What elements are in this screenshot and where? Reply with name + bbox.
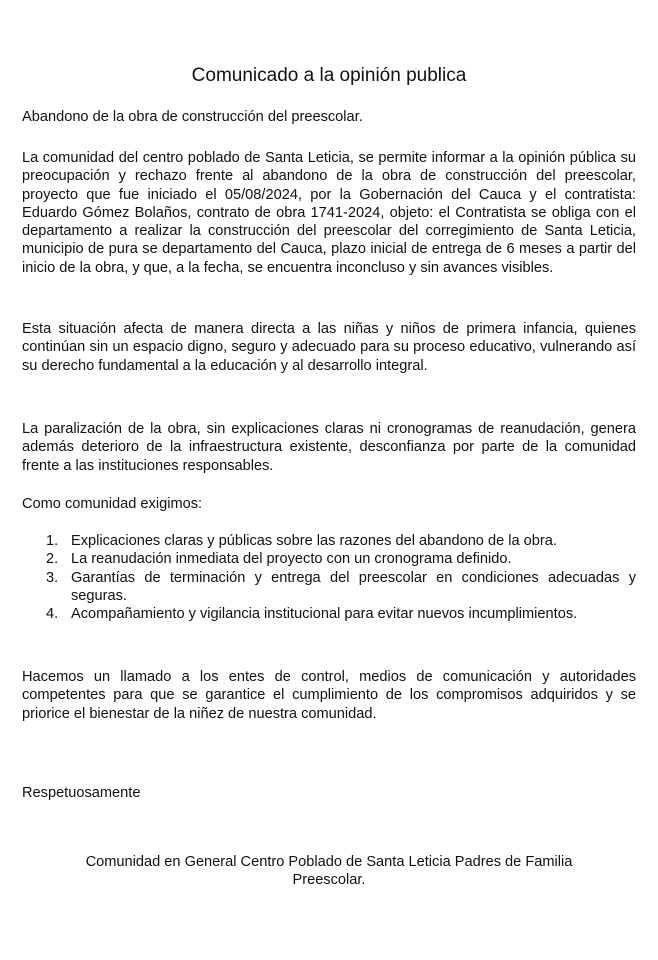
list-item-text: Explicaciones claras y públicas sobre las razones del abandono de la obra. (71, 533, 557, 549)
closing-salutation: Respetuosamente (22, 785, 141, 801)
paragraph-intro: La comunidad del centro poblado de Santa Leticia, se permite informar a la opinión pública su preocupación y rechazo frente al abandono de la obra de construcción del preescolar, proyecto que fue iniciado el 05/08/2024, por la Gobernación del Cauca y el contratista: Eduardo Gómez Bolaños, contrato de obra 1741-2024, objeto: el Contratista se obliga con el departamento a realizar la construcción del preescolar del corregimiento de Santa Leticia, municipio de pura se departamento del Cauca, plazo inicial de entrega de 6 meses a partir del inicio de la obra, y que, a la fecha, se encuentra inconcluso y sin avances visibles. (22, 150, 636, 276)
demands-list (46, 532, 636, 623)
document-subject: Abandono de la obra de construcción del preescolar. (22, 109, 363, 125)
list-item-number: 2. (46, 551, 59, 568)
signature-line-2: Preescolar. (292, 872, 366, 889)
signature-line-1: Comunidad en General Centro Poblado de Santa Leticia Padres de Familia (85, 854, 573, 870)
list-item-text: Acompañamiento y vigilancia institucional para evitar nuevos incumplimientos. (71, 606, 578, 623)
paragraph-impact: Esta situación afecta de manera directa a las niñas y niños de primera infancia, quienes continúan sin un espacio digno, seguro y adecuado para su proceso educativo, vulnerando así su derecho fundamental a la educación y al desarrollo integral. (22, 321, 636, 374)
list-item-number: 4. (46, 606, 59, 623)
list-item (46, 569, 636, 606)
list-item (46, 550, 636, 568)
paragraph-paralysis: La paralización de la obra, sin explicaciones claras ni cronogramas de reanudación, genera además deterioro de la infraestructura existente, desconfianza por parte de la comunidad frente a las instituciones responsables. (22, 421, 636, 474)
document-title: Comunicado a la opinión publica (191, 65, 467, 86)
paragraph-call-to-action: Hacemos un llamado a los entes de control, medios de comunicación y autoridades competentes para que se garantice el cumplimiento de los compromisos adquiridos y se priorice el bienestar de la niñez de nuestra comunidad. (22, 669, 636, 722)
list-item-number: 1. (46, 533, 59, 549)
list-item (46, 605, 636, 623)
signature-block (0, 853, 658, 890)
list-item-number: 3. (46, 569, 59, 586)
paragraph-demands-intro: Como comunidad exigimos: (22, 496, 203, 512)
list-item (46, 532, 636, 550)
list-item-text: La reanudación inmediata del proyecto con un cronograma definido. (71, 551, 512, 568)
list-item-text: Garantías de terminación y entrega del preescolar en condiciones adecuadas y seguras. (71, 569, 636, 604)
